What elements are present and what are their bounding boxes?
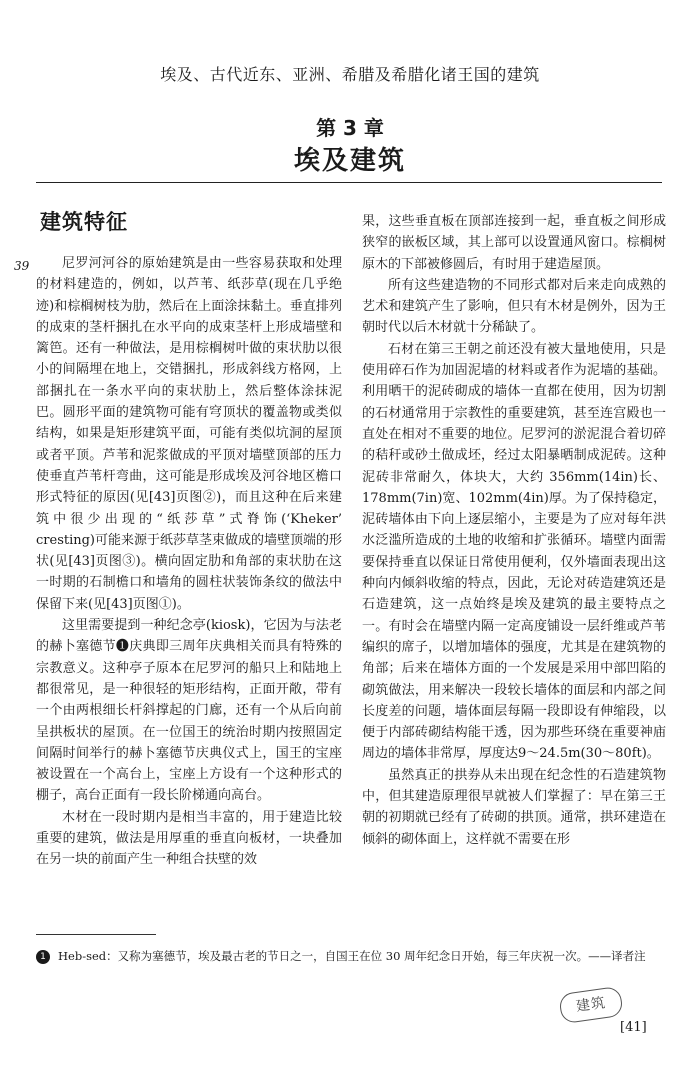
chapter-title: 埃及建筑 bbox=[293, 146, 406, 176]
footnote bbox=[36, 946, 666, 967]
section-heading: 建筑特征 bbox=[40, 210, 128, 234]
right-column bbox=[362, 211, 666, 850]
footnote-text: Heb-sed：又称为塞德节，埃及最古老的节日之一，自国王在位 30 周年纪念日开始，每三年庆祝一次。——译者注 bbox=[58, 949, 646, 963]
paragraph: 果，这些垂直板在顶部连接到一起，垂直板之间形成狭窄的嵌板区域，其上部可以设置通风窗口。棕榈树原木的下部被修圆后，有时用于建造屋顶。 bbox=[362, 214, 666, 272]
paragraph: 虽然真正的拱券从未出现在纪念性的石造建筑物中，但其建造原理很早就被人们掌握了：早在第三王朝的初期就已经有了砖砌的拱顶。通常，拱环建造在倾斜的砌体面上，这样就不需要在形 bbox=[362, 767, 666, 847]
left-column bbox=[36, 253, 342, 871]
running-title: 埃及、古代近东、亚洲、希腊及希腊化诸王国的建筑 bbox=[160, 65, 540, 84]
watermark-text: 建筑 bbox=[575, 994, 607, 1016]
footnote-marker: 1 bbox=[36, 950, 50, 964]
paragraph: 尼罗河河谷的原始建筑是由一些容易获取和处理的材料建造的，例如，以芦苇、纸莎草(现在几乎绝迹)和棕榈树枝为肋，然后在上面涂抹黏土。垂直排列的成束的茎杆捆扎在水平向的成束茎杆上形成墙壁和篱笆。还有一种做法，是用棕榈树叶做的束状肋以很小的间隔埋在地上，交错捆扎，形成斜线方格网，上部捆扎在一条水平向的束状肋上，然后整体涂抹泥巴。圆形平面的建筑物可能有穹顶状的覆盖物或类似结构，如果是矩形建筑平面，可能有类似坑洞的屋顶或者平顶。芦苇和泥浆做成的平顶对墙壁顶部的压力使垂直芦苇杆弯曲，这可能是形成埃及河谷地区檐口形式特征的原因(见[43]页图②)，而且这种在后来建筑中很少出现的“纸莎草”式脊饰(‘Kheker’ cresting)可能来源于纸莎草茎束做成的墙壁顶端的形状(见[43]页图③)。横向固定肋和角部的束状肋在这一时期的石制檐口和墙角的圆柱状装饰条纹的做法中保留下来(见[43]页图①)。 bbox=[36, 256, 343, 612]
watermark-logo bbox=[558, 986, 624, 1024]
chapter-number: 第 3 章 bbox=[316, 116, 384, 140]
paragraph: 所有这些建造物的不同形式都对后来走向成熟的艺术和建筑产生了影响，但只有木材是例外，因为王朝时代以后木材就十分稀缺了。 bbox=[362, 277, 666, 336]
paragraph: 石材在第三王朝之前还没有被大量地使用，只是使用碎石作为加固泥墙的材料或者作为泥墙的基础。利用晒干的泥砖砌成的墙体一直都在使用，因为切割的石材通常用于宗教性的重要建筑，甚至连宫殿也一直处在相对不重要的地位。尼罗河的淤泥混合着切碎的秸秆或砂土做成坯，经过太阳暴晒制成泥砖。这种泥砖非常耐久，体块大，大约 356mm(14in)长、178mm(7in)宽、102mm(4in)厚。为了保持稳定，泥砖墙体由下向上逐层缩小，主要是为了应对每年洪水泛滥所造成的土地的收缩和扩张循环。墙壁内面需要保持垂直以保证日常使用便利，仅外墙面表现出这种向内倾斜收缩的特点，因此，无论对砖造建筑还是石造建筑，这一点始终是埃及建筑的最主要特点之一。有时会在墙壁内隔一定高度铺设一层纤维或芦苇编织的席子，以增加墙体的强度，尤其是在建筑物的角部；后来在墙体方面的一个发展是采用中部凹陷的砌筑做法，用来解决一段较长墙体的面层和内部之间长度差的问题，墙体面层每隔一段即设有伸缩段，以便于内部砖砌结构能干透，因为那些环绕在重要神庙周边的墙体非常厚，厚度达9～24.5m(30～80ft)。 bbox=[362, 341, 666, 762]
footnote-rule bbox=[36, 934, 156, 935]
margin-page-number: 39 bbox=[14, 259, 30, 273]
paragraph: 这里需要提到一种纪念亭(kiosk)，它因为与法老的赫卜塞德节❶庆典即三周年庆典相关而具有特殊的宗教意义。这种亭子原本在尼罗河的船只上和陆地上都很常见，是一种很轻的矩形结构，正面开敞，带有一个由两根细长杆斜撑起的门廊，还有一个从后向前呈拱板状的屋顶。在一位国王的统治时期内按照固定间隔时间举行的赫卜塞德节庆典仪式上，国王的宝座被设置在一个高台上，宝座上方设有一个这种形式的棚子，高台正面有一段长阶梯通向高台。 bbox=[36, 618, 342, 804]
page-number: [41] bbox=[620, 1020, 647, 1035]
paragraph: 木材在一段时期内是相当丰富的，用于建造比较重要的建筑，做法是用厚重的垂直向板材，一块叠加在另一块的前面产生一种组合扶壁的效 bbox=[36, 809, 342, 868]
header-rule bbox=[36, 182, 662, 183]
